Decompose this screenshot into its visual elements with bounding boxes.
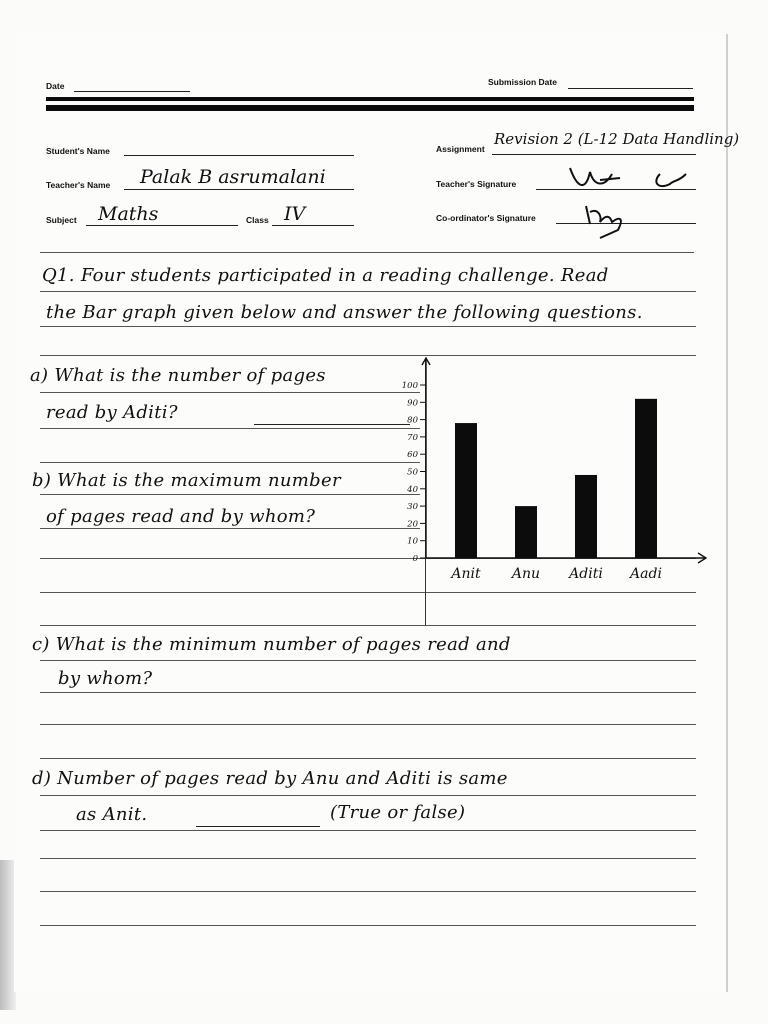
ruled-line (40, 830, 696, 831)
teacher-signature-label: Teacher's Signature (436, 179, 517, 189)
question-b-line2: of pages read and by whom? (46, 506, 316, 527)
ruled-line (40, 462, 420, 463)
ruled-line (40, 494, 420, 495)
question-d-line1: d) Number of pages read by Anu and Aditi is same (32, 768, 508, 789)
teacher-signature-scribble (560, 160, 710, 196)
bar-anu (515, 506, 537, 558)
bar-aditi (575, 475, 597, 558)
student-name-field (124, 155, 354, 156)
class-field (272, 225, 354, 226)
subject-label: Subject (46, 215, 77, 225)
x-tick-label: Aadi (630, 566, 662, 582)
y-tick-label: 80 (407, 415, 418, 426)
date-field (74, 91, 190, 92)
y-tick-label: 100 (401, 381, 418, 391)
question-d-hint: (True or false) (330, 802, 466, 823)
class-value: IV (284, 203, 306, 225)
subject-field (86, 225, 238, 226)
question-c-line1: c) What is the minimum number of pages read and (32, 634, 511, 655)
ruled-line (40, 392, 420, 393)
ruled-line (40, 758, 696, 759)
y-tick-label: 70 (407, 432, 418, 443)
y-tick-label: 30 (407, 502, 418, 513)
y-tick-label: 40 (407, 484, 418, 495)
question-a-line2: read by Aditi? (46, 402, 178, 423)
header-rule-bottom (46, 105, 694, 111)
ruled-line (40, 891, 696, 892)
assignment-label: Assignment (436, 144, 485, 154)
header-rule-top (46, 97, 694, 101)
coordinator-signature-scribble (580, 198, 640, 240)
teacher-name-label: Teacher's Name (46, 180, 111, 190)
ruled-line (40, 925, 696, 926)
teacher-name-value: Palak B asrumalani (140, 166, 326, 188)
x-tick-label: Anit (451, 566, 481, 582)
ruled-line (40, 625, 696, 626)
date-label: Date (46, 81, 65, 91)
y-tick-label: 20 (407, 519, 418, 530)
subject-value: Maths (98, 203, 159, 225)
question-c-line2: by whom? (58, 668, 153, 689)
ruled-line (40, 692, 696, 693)
assignment-value: Revision 2 (L-12 Data Handling) (494, 130, 740, 148)
question-a-line1: a) What is the number of pages (30, 365, 326, 386)
teacher-name-field (124, 189, 354, 190)
class-label: Class (246, 215, 269, 225)
bar-aadi (635, 399, 657, 558)
answer-blank-d (196, 826, 320, 827)
bar-anit (455, 423, 477, 558)
y-tick-label: 90 (407, 398, 418, 409)
student-name-label: Student's Name (46, 146, 110, 156)
submission-date-label: Submission Date (488, 77, 557, 87)
x-tick-label: Anu (511, 566, 541, 582)
y-tick-label: 0 (412, 554, 418, 564)
submission-date-field (568, 88, 693, 89)
coordinator-signature-label: Co-ordinator's Signature (436, 213, 536, 223)
ruled-line (40, 528, 420, 529)
reading-bar-chart (380, 355, 710, 590)
assignment-field (492, 154, 696, 155)
ruled-line (40, 858, 696, 859)
q1-text-line1: Q1. Four students participated in a reading challenge. Read (42, 265, 609, 286)
ruled-line (40, 592, 696, 593)
question-b-line1: b) What is the maximum number (32, 470, 341, 491)
y-tick-label: 60 (407, 450, 418, 461)
ruled-line (40, 724, 696, 725)
ruled-line (40, 428, 420, 429)
ruled-line (40, 660, 696, 661)
q1-text-line2: the Bar graph given below and answer the following questions. (46, 302, 643, 323)
ruled-line (40, 795, 696, 796)
y-tick-label: 10 (407, 536, 418, 547)
ruled-line (40, 291, 696, 292)
y-tick-label: 50 (407, 467, 418, 478)
section-rule (40, 252, 694, 253)
x-tick-label: Aditi (569, 566, 603, 582)
question-d-line2: as Anit. (76, 804, 148, 825)
ruled-line (40, 326, 696, 327)
